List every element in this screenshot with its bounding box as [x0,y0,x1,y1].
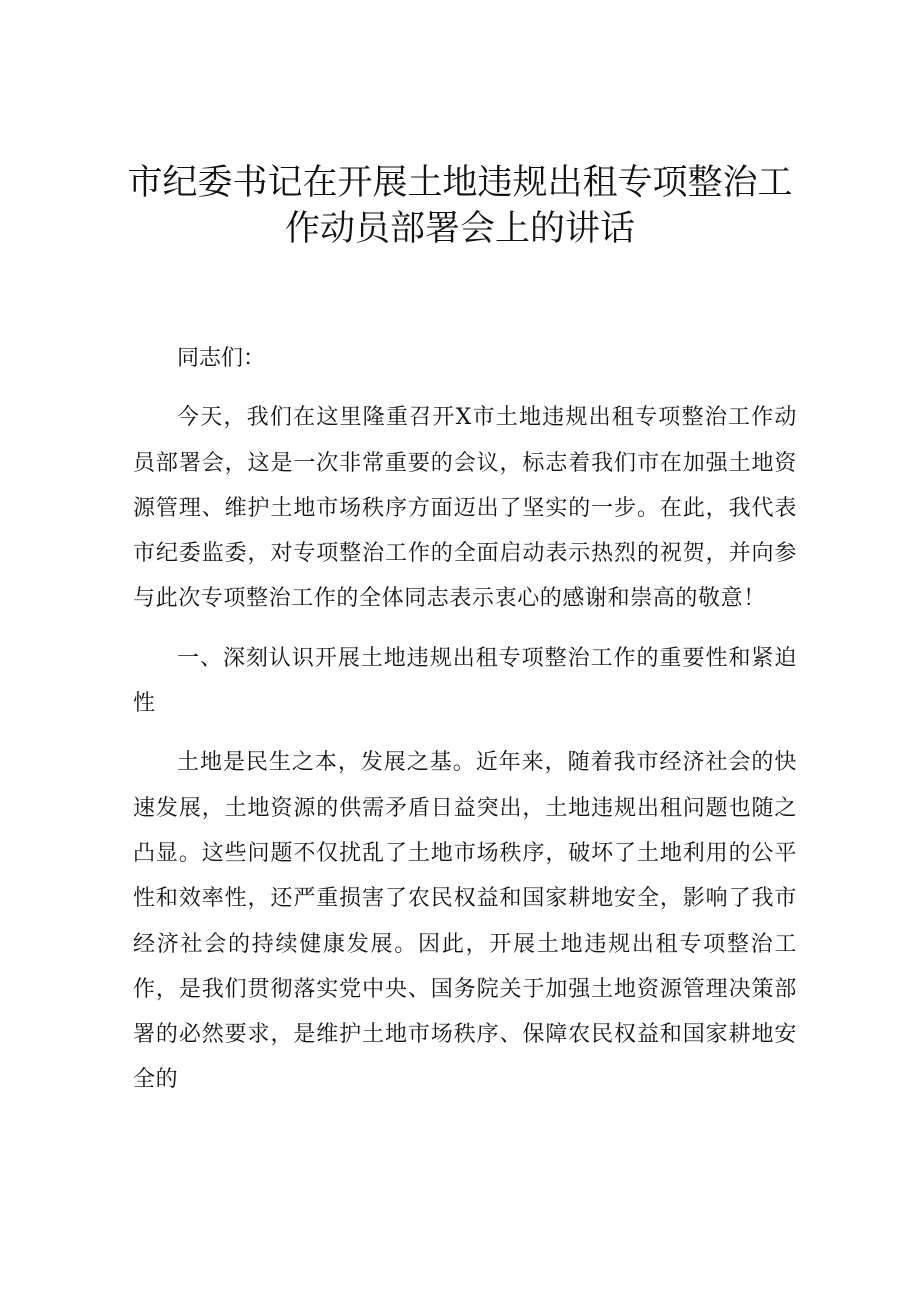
salutation: 同志们： [177,346,266,371]
section-heading-1: 一、深刻认识开展土地违规出租专项整治工作的重要性和紧迫性 [133,645,797,717]
document-title: 市纪委书记在开展土地违规出租专项整治工作动员部署会上的讲话 [127,163,793,249]
paragraph-land-importance: 土地是民生之本，发展之基。近年来，随着我市经济社会的快速发展，土地资源的供需矛盾日益突出，土地违规出租问题也随之凸显。这些问题不仅扰乱了土地市场秩序，破坏了土地利用的公平性和效率性，还严重损害了农民权益和国家耕地安全，影响了我市经济社会的持续健康发展。因此，开展土地违规出租专项整治工作，是我们贯彻落实党中央、国务院关于加强土地资源管理决策部署的必然要求，是维护土地市场秩序、保障农民权益和国家耕地安全的 [133,750,797,1093]
document-body [133,336,797,1117]
paragraph-opening: 今天，我们在这里隆重召开X市土地违规出租专项整治工作动员部署会，这是一次非常重要的会议，标志着我们市在加强土地资源管理、维护土地市场秩序方面迈出了坚实的一步。在此，我代表市纪委监委，对专项整治工作的全面启动表示热烈的祝贺，并向参与此次专项整治工作的全体同志表示衷心的感谢和崇高的敬意！ [133,405,797,612]
